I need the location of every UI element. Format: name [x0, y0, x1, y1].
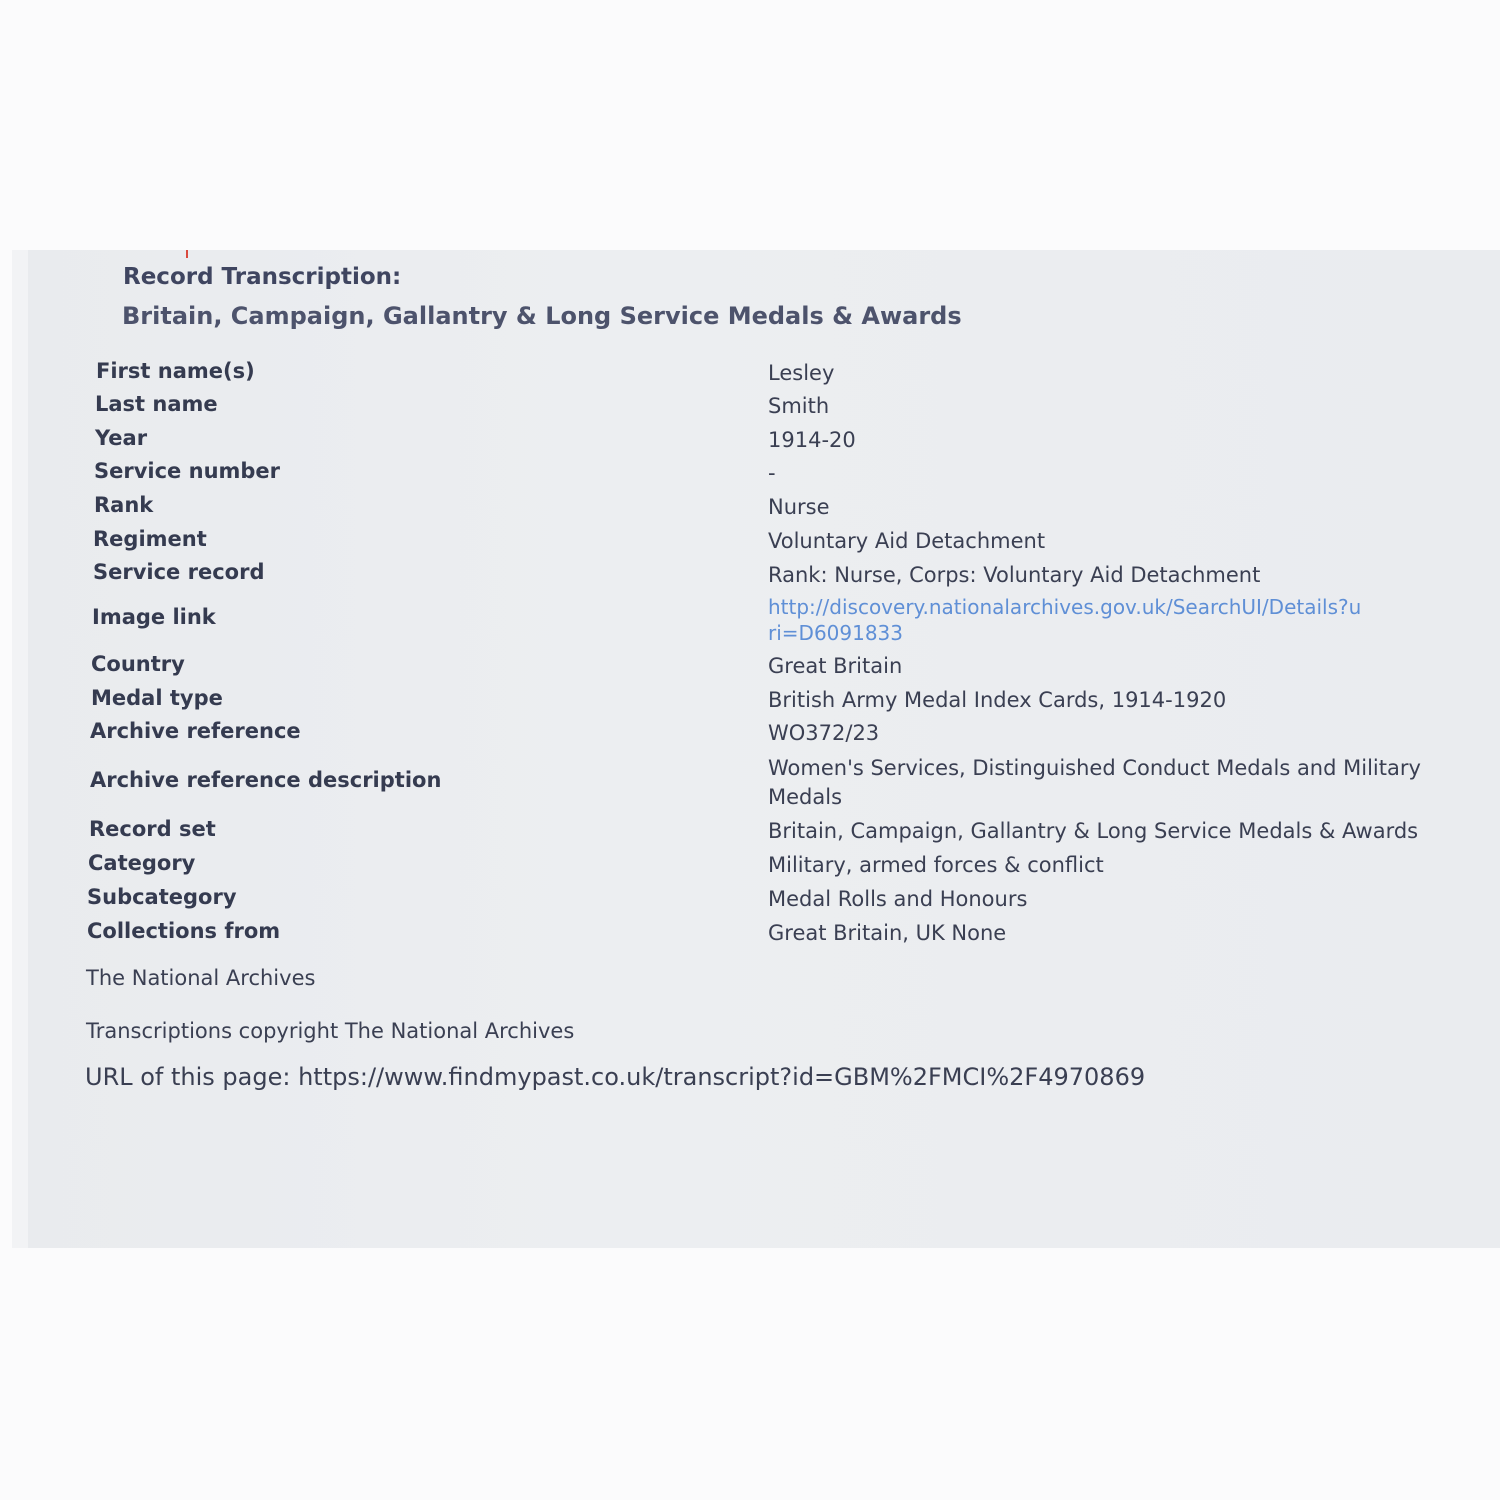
- field-value-archive-reference: WO372/23: [768, 721, 880, 745]
- field-label-last-name: Last name: [95, 392, 218, 416]
- field-label-archive-reference-description: Archive reference description: [90, 768, 442, 792]
- field-value-regiment: Voluntary Aid Detachment: [768, 529, 1046, 553]
- field-label-rank: Rank: [94, 493, 154, 517]
- field-label-country: Country: [91, 652, 185, 676]
- field-value-record-set: Britain, Campaign, Gallantry & Long Service Medals & Awards: [768, 819, 1419, 843]
- field-value-service-record: Rank: Nurse, Corps: Voluntary Aid Detachment: [768, 563, 1261, 587]
- field-value-subcategory: Medal Rolls and Honours: [768, 887, 1028, 911]
- field-label-record-set: Record set: [89, 817, 216, 841]
- page-title: Record Transcription:: [123, 264, 402, 290]
- field-value-first-names: Lesley: [768, 361, 835, 385]
- field-value-service-number: -: [768, 461, 776, 485]
- page-url: URL of this page: https://www.findmypast.co.uk/transcript?id=GBM%2FMCI%2F4970869: [85, 1063, 1146, 1091]
- field-value-medal-type: British Army Medal Index Cards, 1914-1920: [768, 688, 1227, 712]
- field-label-service-record: Service record: [93, 560, 265, 584]
- record-set-subtitle: Britain, Campaign, Gallantry & Long Service Medals & Awards: [122, 302, 962, 330]
- field-value-country: Great Britain: [768, 654, 903, 678]
- field-label-image-link: Image link: [92, 605, 216, 629]
- field-value-year: 1914-20: [768, 428, 856, 452]
- field-label-category: Category: [88, 851, 196, 875]
- field-value-last-name: Smith: [768, 394, 830, 418]
- field-value-collections-from: Great Britain, UK None: [768, 921, 1007, 945]
- field-value-category: Military, armed forces & conflict: [768, 853, 1104, 877]
- field-label-regiment: Regiment: [93, 527, 207, 551]
- field-label-medal-type: Medal type: [91, 686, 223, 710]
- field-value-archive-reference-description: Women's Services, Distinguished Conduct Medals and Military Medals: [768, 756, 1421, 809]
- field-value-rank: Nurse: [768, 495, 830, 519]
- field-label-first-names: First name(s): [96, 359, 255, 383]
- field-label-subcategory: Subcategory: [87, 885, 237, 909]
- field-label-service-number: Service number: [94, 459, 281, 483]
- field-label-year: Year: [95, 426, 148, 450]
- field-label-archive-reference: Archive reference: [90, 719, 301, 743]
- copyright-notice: Transcriptions copyright The National Archives: [86, 1019, 575, 1043]
- field-label-collections-from: Collections from: [87, 919, 281, 943]
- source-archive: The National Archives: [86, 966, 316, 990]
- image-link[interactable]: http://discovery.nationalarchives.gov.uk/SearchUI/Details?uri=D6091833: [768, 595, 1362, 645]
